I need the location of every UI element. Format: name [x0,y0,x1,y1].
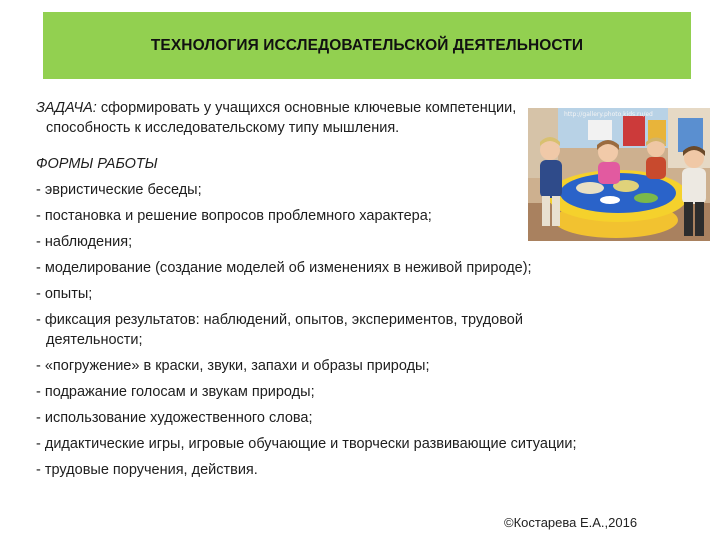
list-item-text: - фиксация результатов: наблюдений, опытов, экспериментов, трудовой [36,312,523,328]
copyright-note: ©Костарева Е.А.,2016 [504,515,638,530]
list-item [36,356,676,376]
forms-list [36,180,676,480]
title-banner [43,12,691,79]
list-item-text: - постановка и решение вопросов проблемного характера; [36,208,432,224]
list-item-text: - наблюдения; [36,234,133,250]
list-item-text: - «погружение» в краски, звуки, запахи и образы природы; [36,358,430,374]
list-item [36,460,676,480]
task-text-line1: сформировать у учащихся основные ключевые компетенции, [96,100,517,116]
slide-body [36,98,676,486]
slide-title: ТЕХНОЛОГИЯ ИССЛЕДОВАТЕЛЬСКОЙ ДЕЯТЕЛЬНОСТИ [150,36,584,54]
list-item [36,284,676,304]
list-item [36,382,676,402]
list-item [36,232,676,252]
list-item-text: - моделирование (создание моделей об изменениях в неживой природе); [36,260,532,276]
list-item [36,434,676,454]
task-text-line2: способность к исследовательскому типу мышления. [46,120,400,136]
task-paragraph [36,98,676,138]
list-item-text: - дидактические игры, игровые обучающие и творчески развивающие ситуации; [36,436,577,452]
list-item [36,310,676,350]
list-item [36,180,676,200]
list-item [36,206,676,226]
task-label: ЗАДАЧА: [36,100,97,116]
list-item [36,258,676,278]
list-item-text-continued: деятельности; [46,332,143,348]
list-item-text: - использование художественного слова; [36,410,313,426]
forms-heading: ФОРМЫ РАБОТЫ [36,156,158,172]
list-item-text: - опыты; [36,286,93,302]
list-item-text: - подражание голосам и звукам природы; [36,384,315,400]
list-item [36,408,676,428]
photo-watermark: http://gallery.photo.kids.ru/ed [564,111,653,118]
list-item-text: - эвристические беседы; [36,182,202,198]
list-item-text: - трудовые поручения, действия. [36,462,258,478]
